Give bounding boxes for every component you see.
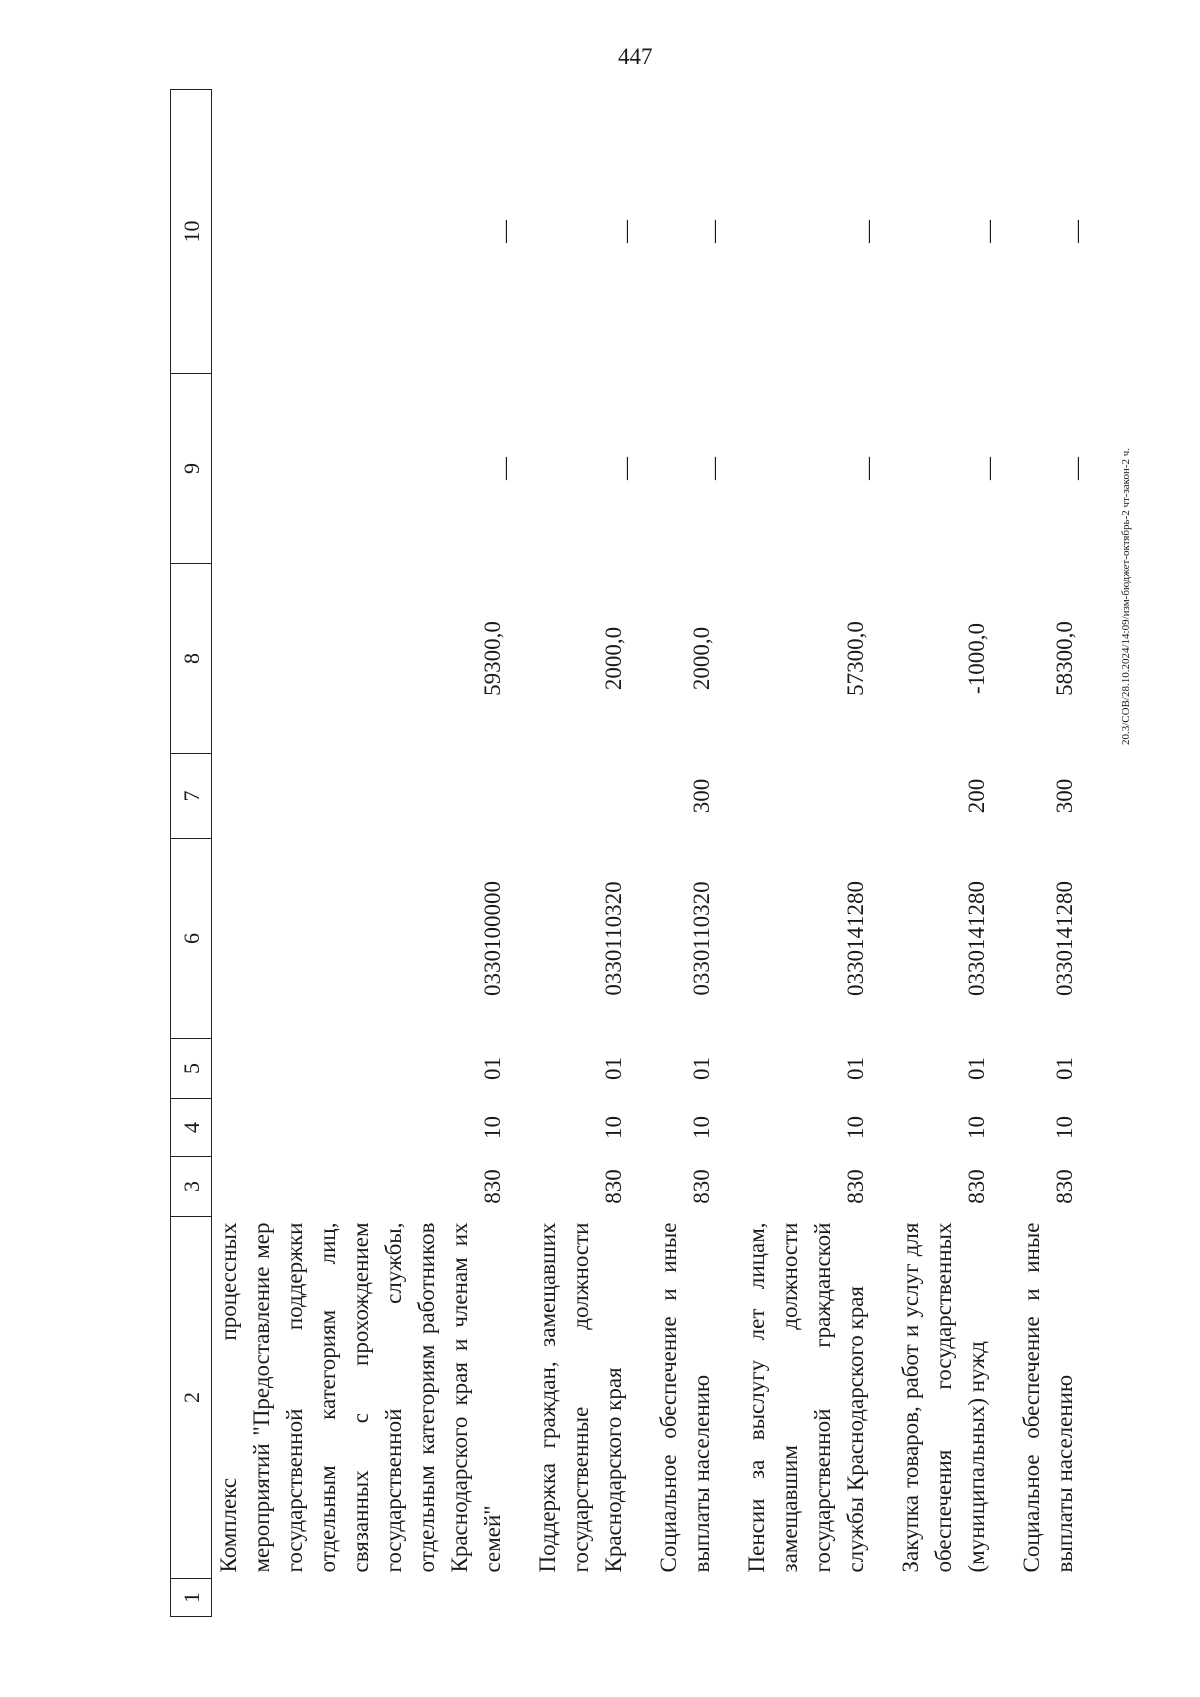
cell-subsection: 01 xyxy=(689,1057,714,1080)
column-header-2: 2 xyxy=(171,1217,212,1579)
cell-col1 xyxy=(212,1579,532,1617)
cell-target-article: 0330110320 xyxy=(689,881,714,996)
table-row xyxy=(1015,90,1103,1617)
column-header-9: 9 xyxy=(171,374,212,564)
header-row xyxy=(171,90,212,1617)
cell-ministry-code: 830 xyxy=(480,1169,505,1204)
cell-col10: — xyxy=(1064,220,1089,243)
cell-subsection: 01 xyxy=(1052,1057,1077,1080)
cell-col9: — xyxy=(855,457,880,480)
table-body xyxy=(212,90,1104,1617)
cell-expense-type: 300 xyxy=(689,778,714,814)
cell-section: 10 xyxy=(689,1116,714,1139)
cell-col1 xyxy=(894,1579,1015,1617)
cell-expense-type xyxy=(740,754,894,839)
column-header-3: 3 xyxy=(171,1157,212,1217)
cell-description: Социальное обеспечение и иные выплаты населению xyxy=(1019,1222,1077,1573)
cell-section: 10 xyxy=(601,1116,626,1139)
cell-col10: — xyxy=(492,220,517,243)
cell-description: Закупка товаров, работ и услуг для обеспечения государственных (муниципальных) нужд xyxy=(898,1222,989,1573)
cell-amount: 59300,0 xyxy=(480,621,505,696)
cell-col10: — xyxy=(976,220,1001,243)
table-row xyxy=(894,90,1015,1617)
cell-section: 10 xyxy=(480,1116,505,1139)
budget-table xyxy=(170,89,1103,1617)
cell-col9: — xyxy=(976,457,1001,480)
cell-col1 xyxy=(531,1579,652,1617)
cell-target-article: 0330100000 xyxy=(480,881,505,996)
cell-amount: 2000,0 xyxy=(601,626,626,691)
column-header-7: 7 xyxy=(171,754,212,839)
cell-col10: — xyxy=(855,220,880,243)
cell-ministry-code: 830 xyxy=(1052,1169,1077,1204)
cell-amount: 58300,0 xyxy=(1052,621,1077,696)
cell-subsection: 01 xyxy=(964,1057,989,1080)
table-row xyxy=(212,90,532,1617)
cell-col9: — xyxy=(613,457,638,480)
column-header-5: 5 xyxy=(171,1039,212,1099)
column-header-10: 10 xyxy=(171,90,212,374)
table-row xyxy=(652,90,740,1617)
cell-description: Поддержка граждан, замещавших государственные должности Краснодарского края xyxy=(535,1222,626,1573)
cell-description: Пенсии за выслугу лет лицам, замещавшим должности государственной гражданской службы Краснодарского края xyxy=(744,1222,868,1573)
cell-section: 10 xyxy=(843,1116,868,1139)
cell-ministry-code: 830 xyxy=(601,1169,626,1204)
cell-col1 xyxy=(740,1579,894,1617)
cell-section: 10 xyxy=(1052,1116,1077,1139)
cell-section: 10 xyxy=(964,1116,989,1139)
cell-target-article: 0330110320 xyxy=(601,881,626,996)
cell-col9: — xyxy=(492,457,517,480)
cell-target-article: 0330141280 xyxy=(1052,881,1077,996)
rotated-page-content xyxy=(0,220,1200,1697)
cell-col9: — xyxy=(701,457,726,480)
cell-col1 xyxy=(1015,1579,1103,1617)
table-header xyxy=(171,90,212,1617)
cell-ministry-code: 830 xyxy=(843,1169,868,1204)
column-header-6: 6 xyxy=(171,839,212,1039)
cell-amount: 2000,0 xyxy=(689,626,714,691)
column-header-8: 8 xyxy=(171,564,212,754)
page-number: 447 xyxy=(618,44,653,69)
cell-ministry-code: 830 xyxy=(689,1169,714,1204)
cell-amount: -1000,0 xyxy=(964,623,989,694)
cell-amount: 57300,0 xyxy=(843,621,868,696)
cell-subsection: 01 xyxy=(601,1057,626,1080)
cell-ministry-code: 830 xyxy=(964,1169,989,1204)
cell-description: Комплекс процессных мероприятий "Предоставление мер государственной поддержки отдельным категориям лиц, связанных с прохождением государственной службы, отдельным категориям работников Краснодарского края и членам их семей" xyxy=(216,1222,505,1573)
cell-expense-type: 200 xyxy=(964,778,989,814)
cell-subsection: 01 xyxy=(480,1057,505,1080)
cell-subsection: 01 xyxy=(843,1057,868,1080)
cell-expense-type: 300 xyxy=(1052,778,1077,814)
cell-description: Социальное обеспечение и иные выплаты населению xyxy=(656,1222,714,1573)
table-row xyxy=(740,90,894,1617)
cell-col10: — xyxy=(701,220,726,243)
table-row xyxy=(531,90,652,1617)
footer-document-code: 20.3/СОВ/28.10.2024/14:09/изм-бюджет-октябрь-2 чт-закон-2 ч. xyxy=(1120,447,1132,745)
column-header-1: 1 xyxy=(171,1579,212,1617)
cell-target-article: 0330141280 xyxy=(964,881,989,996)
cell-target-article: 0330141280 xyxy=(843,881,868,996)
cell-col9: — xyxy=(1064,457,1089,480)
column-header-4: 4 xyxy=(171,1099,212,1157)
cell-col1 xyxy=(652,1579,740,1617)
cell-expense-type xyxy=(212,754,532,839)
cell-col10: — xyxy=(613,220,638,243)
cell-expense-type xyxy=(531,754,652,839)
